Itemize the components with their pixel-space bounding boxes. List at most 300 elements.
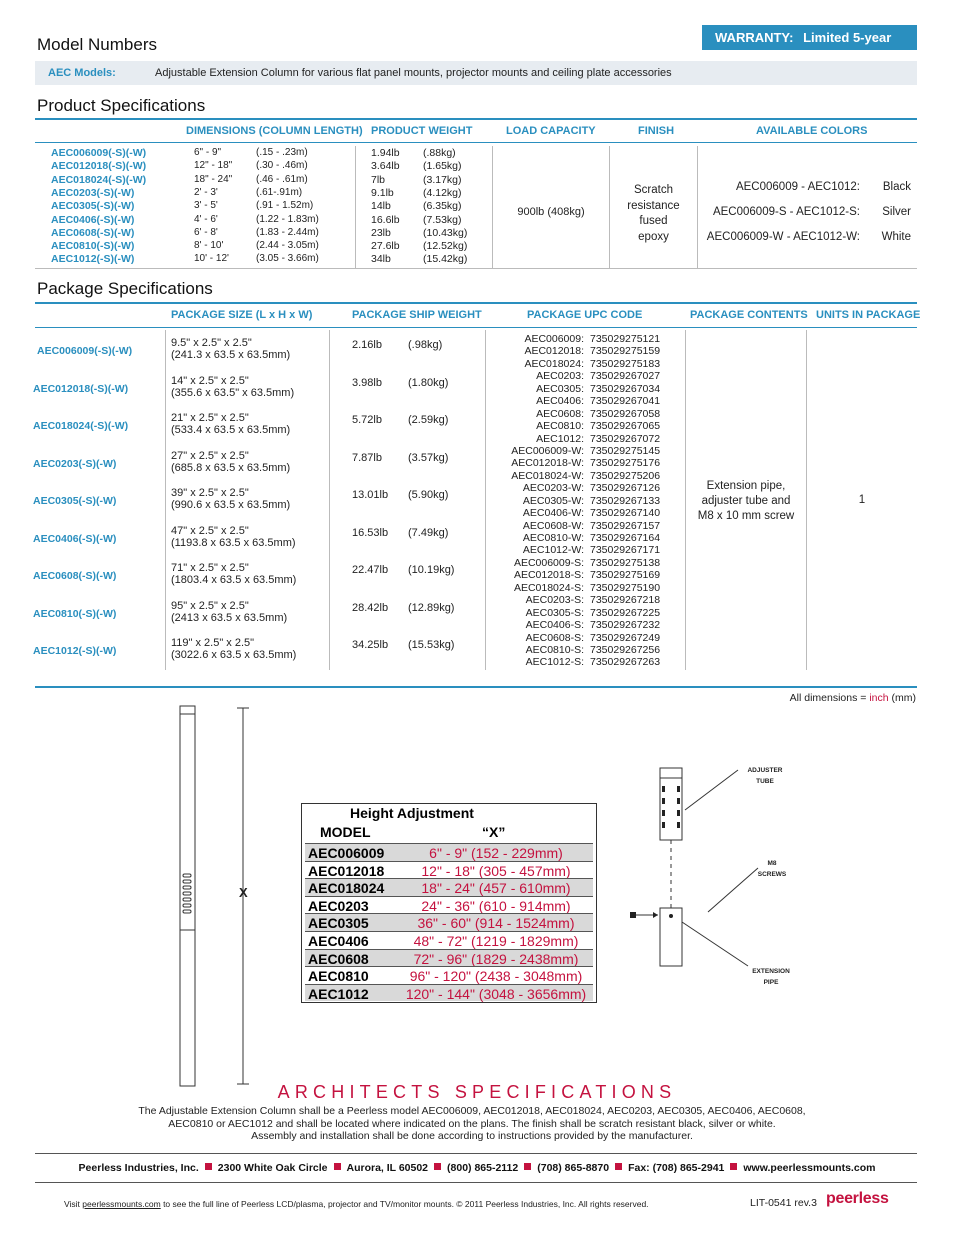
- pkg-divider-0: [165, 330, 166, 670]
- height-model: AEC006009: [308, 845, 385, 861]
- product-dim_m: (.91 - 1.52m): [256, 200, 314, 212]
- warranty-badge: [702, 25, 917, 50]
- upc-code: 735029275176: [590, 457, 661, 470]
- product-wt_kg: (15.42kg): [423, 253, 468, 266]
- dimension-x-label: X: [239, 885, 248, 900]
- upc-row: [486, 656, 684, 668]
- height-range: 24" - 36" (610 - 914mm): [421, 897, 571, 914]
- product-dim_m: (3.05 - 3.66m): [256, 253, 319, 265]
- dims-note: [790, 692, 916, 704]
- upc-row: [486, 594, 684, 606]
- finish-line: Scratch: [634, 184, 673, 196]
- upc-row: [486, 408, 684, 420]
- product-dim: 10' - 12': [194, 253, 229, 265]
- visit-prefix: Visit: [64, 1199, 83, 1209]
- upc-code: 735029267065: [590, 420, 661, 433]
- upc-code: 735029267072: [590, 432, 661, 445]
- upc-row: [486, 644, 684, 656]
- product-dim: 18" - 24": [194, 173, 233, 185]
- upc-model: AEC0406-W:: [522, 507, 584, 520]
- upc-model: AEC0810-W:: [522, 532, 584, 544]
- package-wt_kg: (5.90kg): [408, 489, 449, 501]
- upc-row: [486, 632, 684, 644]
- color-range: AEC006009-S - AEC1012-S:: [712, 206, 860, 218]
- product-wt: 7lb: [371, 173, 386, 186]
- finish-line: fused: [639, 215, 668, 227]
- label-line: TUBE: [756, 778, 774, 785]
- load-capacity: 900lb (408kg): [517, 206, 585, 218]
- screw-hole-icon: [669, 914, 673, 918]
- warranty-label: WARRANTY:: [715, 30, 794, 45]
- height-range: 36" - 60" (914 - 1524mm): [417, 915, 575, 932]
- package-size: 21" x 2.5" x 2.5": [171, 412, 249, 424]
- footer-visit: [64, 1199, 649, 1209]
- bullet-square-icon: [524, 1163, 531, 1170]
- product-dim_m: (.15 - .23m): [256, 147, 308, 158]
- package-size: 71" x 2.5" x 2.5": [171, 562, 249, 574]
- upc-row: [486, 420, 684, 432]
- height-table-row: [305, 878, 593, 896]
- architects-line: Assembly and installation shall be done according to instructions provided by the manufacturer.: [251, 1130, 693, 1143]
- m8-screw-arrow-icon: [653, 912, 658, 918]
- product-model: AEC0608(-S)(-W): [51, 226, 135, 239]
- warranty-value: Limited 5-year: [803, 30, 892, 45]
- footer-phone-2: (708) 865-8870: [537, 1162, 610, 1174]
- color-name: Silver: [882, 206, 911, 218]
- column-pipe: [180, 706, 195, 1086]
- upc-code: 735029267027: [590, 370, 661, 383]
- upc-model: AEC0406-S:: [525, 619, 584, 632]
- visit-link[interactable]: peerlessmounts.com: [82, 1199, 161, 1209]
- product-dim_m: (.30 - .46m): [256, 160, 308, 172]
- product-rule: [35, 118, 917, 120]
- package-size: 95" x 2.5" x 2.5": [171, 599, 249, 612]
- package-wt_kg: (2.59kg): [408, 414, 449, 426]
- package-size_mm: (1803.4 x 63.5 x 63.5mm): [171, 574, 297, 586]
- upc-row: [486, 619, 684, 631]
- adjuster-leader: [685, 770, 738, 810]
- units-in-package: 1: [858, 494, 866, 506]
- product-wt: 14lb: [371, 200, 391, 213]
- upc-code: 735029267171: [590, 544, 661, 557]
- upc-row: [486, 457, 684, 469]
- package-wt: 13.01lb: [352, 489, 389, 501]
- upc-code: 735029267157: [590, 519, 661, 532]
- product-dim_m: (.61-.91m): [256, 186, 303, 198]
- package-wt_kg: (.98kg): [408, 339, 443, 351]
- package-model: AEC0305(-S)(-W): [33, 495, 117, 507]
- upc-model: AEC012018-W:: [511, 457, 584, 470]
- package-size: 9.5" x 2.5" x 2.5": [171, 337, 252, 349]
- upc-code: 735029267218: [590, 594, 661, 607]
- product-header-rule: [35, 142, 917, 143]
- dims-note-mm: (mm): [888, 692, 916, 704]
- upc-code: 735029275145: [590, 444, 661, 457]
- upc-code: 735029275121: [590, 333, 661, 345]
- footer-fax: Fax: (708) 865-2941: [628, 1162, 725, 1174]
- package-contents: [686, 479, 806, 524]
- package-wt: 16.53lb: [352, 526, 389, 539]
- package-wt: 3.98lb: [352, 376, 382, 389]
- product-model: AEC0810(-S)(-W): [51, 240, 135, 253]
- height-range: 96" - 120" (2438 - 3048mm): [409, 968, 583, 985]
- package-size_mm: (990.6 x 63.5 x 63.5mm): [171, 499, 291, 511]
- package-model: AEC1012(-S)(-W): [33, 645, 117, 657]
- color-range: AEC006009-W - AEC1012-W:: [706, 231, 860, 243]
- bullet-square-icon: [434, 1163, 441, 1170]
- upc-model: AEC0203-W:: [522, 482, 584, 495]
- product-dim_m: (.46 - .61m): [256, 173, 308, 185]
- upc-code: 735029275138: [590, 556, 661, 569]
- footer-contact: [0, 1162, 954, 1174]
- product-dim: 6' - 8': [194, 226, 218, 238]
- finish-line: resistance: [627, 199, 680, 212]
- upc-row: [486, 495, 684, 507]
- product-model: AEC0305(-S)(-W): [51, 200, 135, 213]
- prod-hdr-finish: FINISH: [638, 125, 675, 137]
- architects-title: ARCHITECTS SPECIFICATIONS: [277, 1082, 677, 1102]
- height-table-row: [305, 949, 593, 967]
- product-model: AEC012018(-S)(-W): [51, 160, 147, 173]
- product-dim: 8' - 10': [194, 240, 224, 252]
- product-dim: 12" - 18": [194, 160, 233, 172]
- upc-model: AEC012018-S:: [513, 569, 584, 582]
- upc-code: 735029267133: [590, 494, 661, 507]
- product-dim_m: (1.22 - 1.83m): [256, 213, 319, 225]
- upc-code: 735029267256: [590, 643, 661, 656]
- package-rule: [35, 302, 917, 304]
- upc-row: [486, 470, 684, 482]
- package-wt: 22.47lb: [352, 564, 389, 576]
- height-table-title: Height Adjustment: [350, 805, 474, 821]
- height-model: AEC0203: [308, 897, 369, 914]
- label-line: PIPE: [763, 979, 779, 986]
- package-size_mm: (355.6 x 63.5" x 63.5mm): [171, 386, 295, 399]
- package-wt_kg: (1.80kg): [408, 376, 449, 389]
- footer-city: Aurora, IL 60502: [346, 1162, 429, 1174]
- upc-code: 735029267058: [590, 407, 661, 420]
- product-wt_kg: (3.17kg): [423, 173, 462, 186]
- upc-model: AEC0305-W:: [522, 494, 584, 507]
- package-wt_kg: (15.53kg): [408, 639, 455, 651]
- upc-code: 735029267225: [590, 606, 661, 619]
- product-model: AEC006009(-S)(-W): [51, 147, 147, 159]
- product-bottom-rule: [35, 268, 917, 269]
- height-table-row: [305, 861, 593, 879]
- product-dim: 6" - 9": [194, 147, 222, 158]
- upc-code: 735029267140: [590, 507, 661, 520]
- product-wt_kg: (.88kg): [423, 147, 456, 159]
- finish-text: [610, 183, 697, 245]
- package-wt: 28.42lb: [352, 601, 389, 614]
- height-table-col-x: “X”: [482, 824, 506, 840]
- prod-hdr-load: LOAD CAPACITY: [506, 125, 596, 137]
- contents-line: adjuster tube and: [701, 495, 791, 507]
- package-size: 27" x 2.5" x 2.5": [171, 449, 249, 462]
- upc-model: AEC0203:: [536, 370, 584, 383]
- upc-code: 735029275159: [590, 345, 661, 358]
- prod-divider-1: [355, 146, 356, 268]
- product-model: AEC0406(-S)(-W): [51, 213, 135, 226]
- package-model: AEC0406(-S)(-W): [33, 532, 117, 545]
- aec-models-label: AEC Models:: [48, 67, 116, 79]
- package-model: AEC012018(-S)(-W): [33, 382, 129, 395]
- upc-code: 735029267034: [590, 382, 661, 395]
- upc-row: [486, 345, 684, 357]
- package-size_mm: (685.8 x 63.5 x 63.5mm): [171, 461, 291, 474]
- upc-list: [486, 333, 684, 669]
- upc-row: [486, 507, 684, 519]
- package-size: 14" x 2.5" x 2.5": [171, 374, 249, 387]
- product-wt: 3.64lb: [371, 160, 400, 173]
- footer-street: 2300 White Oak Circle: [217, 1162, 328, 1174]
- product-wt_kg: (1.65kg): [423, 160, 462, 173]
- product-wt: 16.6lb: [371, 213, 400, 226]
- finish-line: epoxy: [638, 230, 669, 243]
- height-model: AEC0305: [308, 915, 369, 932]
- package-spec-title: Package Specifications: [37, 279, 213, 298]
- bullet-square-icon: [730, 1163, 737, 1170]
- footer-rule-top: [35, 1153, 917, 1154]
- height-table-row: [305, 913, 593, 931]
- package-wt_kg: (3.57kg): [408, 451, 449, 464]
- height-model: AEC0608: [308, 950, 369, 967]
- label-line: ADJUSTER: [747, 767, 783, 774]
- m8-screw-head-icon: [630, 912, 636, 918]
- available-colors: [700, 181, 915, 256]
- pkg-hdr-upc: PACKAGE UPC CODE: [527, 309, 643, 321]
- adjuster-cap: [660, 768, 682, 778]
- package-size_mm: (1193.8 x 63.5 x 63.5mm): [171, 536, 296, 549]
- upc-model: AEC0608-W:: [522, 519, 584, 532]
- prod-divider-4: [697, 146, 698, 268]
- footer-company: Peerless Industries, Inc.: [78, 1162, 199, 1174]
- contents-line: Extension pipe,: [706, 480, 786, 492]
- upc-row: [486, 607, 684, 619]
- package-wt_kg: (12.89kg): [408, 601, 455, 614]
- dims-note-inch: inch: [869, 692, 889, 704]
- pkg-hdr-weight: PACKAGE SHIP WEIGHT: [352, 309, 482, 321]
- upc-model: AEC1012-S:: [525, 656, 584, 669]
- upc-model: AEC006009-S:: [513, 556, 584, 569]
- package-model: AEC0203(-S)(-W): [33, 457, 117, 470]
- height-model: AEC1012: [308, 985, 369, 1002]
- package-size_mm: (533.4 x 63.5 x 63.5mm): [171, 424, 291, 436]
- package-size_mm: (2413 x 63.5 x 63.5mm): [171, 611, 288, 624]
- upc-row: [486, 520, 684, 532]
- product-wt: 34lb: [371, 253, 391, 266]
- product-dim_m: (1.83 - 2.44m): [256, 226, 319, 238]
- bullet-square-icon: [205, 1163, 212, 1170]
- dims-rule: [35, 686, 917, 688]
- m8-leader: [708, 868, 758, 912]
- package-wt: 7.87lb: [352, 451, 382, 464]
- bullet-square-icon: [615, 1163, 622, 1170]
- package-size_mm: (3022.6 x 63.5 x 63.5mm): [171, 649, 297, 661]
- label-line: EXTENSION: [752, 968, 790, 975]
- upc-row: [486, 333, 684, 345]
- upc-model: AEC0305-S:: [525, 606, 584, 619]
- m8-screws-label: [752, 858, 792, 880]
- visit-suffix: to see the full line of Peerless LCD/plasma, projector and TV/monitor mounts. © 2011 Peerless Industries, Inc. All rights reserved.: [160, 1199, 649, 1209]
- architects-text: [0, 1105, 944, 1143]
- upc-row: [486, 582, 684, 594]
- product-dim: 4' - 6': [194, 213, 218, 225]
- aec-models-band: [35, 61, 917, 85]
- product-wt_kg: (7.53kg): [423, 213, 462, 226]
- upc-model: AEC1012-W:: [522, 544, 584, 557]
- upc-model: AEC018024:: [524, 357, 584, 370]
- package-header-rule: [35, 327, 917, 328]
- upc-row: [486, 532, 684, 544]
- upc-model: AEC0305:: [536, 382, 584, 395]
- height-table-row: [305, 931, 593, 949]
- column-diagram: [160, 700, 270, 1095]
- upc-code: 735029275206: [590, 469, 661, 482]
- upc-model: AEC0810-S:: [525, 643, 584, 656]
- pkg-hdr-size: PACKAGE SIZE (L x H x W): [171, 309, 313, 321]
- height-table-row: [305, 896, 593, 914]
- color-name: Black: [882, 181, 911, 193]
- prod-hdr-colors: AVAILABLE COLORS: [756, 125, 868, 137]
- prod-hdr-weight: PRODUCT WEIGHT: [371, 125, 473, 137]
- upc-model: AEC0608:: [536, 407, 584, 420]
- package-wt: 5.72lb: [352, 414, 382, 426]
- aec-models-desc: Adjustable Extension Column for various flat panel mounts, projector mounts and ceiling plate accessories: [155, 67, 672, 79]
- height-table-row: [305, 966, 593, 984]
- upc-model: AEC006009:: [524, 333, 584, 345]
- package-model: AEC0608(-S)(-W): [33, 570, 117, 582]
- upc-model: AEC0406:: [536, 395, 584, 408]
- upc-row: [486, 358, 684, 370]
- package-wt_kg: (10.19kg): [408, 564, 455, 576]
- peerless-logo: peerless: [826, 1190, 889, 1207]
- height-model: AEC0406: [308, 933, 369, 949]
- pkg-hdr-contents: PACKAGE CONTENTS: [690, 309, 808, 321]
- upc-code: 735029267041: [590, 395, 661, 408]
- height-model: AEC018024: [308, 880, 385, 897]
- product-wt: 9.1lb: [371, 186, 394, 199]
- product-model: AEC0203(-S)(-W): [51, 186, 135, 199]
- product-wt_kg: (4.12kg): [423, 186, 462, 199]
- package-wt: 2.16lb: [352, 339, 382, 351]
- prod-hdr-dimensions: DIMENSIONS (COLUMN LENGTH): [186, 125, 363, 137]
- height-model: AEC0810: [308, 968, 369, 985]
- upc-model: AEC0810:: [536, 420, 584, 433]
- adjuster-tube-label: [740, 765, 790, 787]
- upc-row: [486, 370, 684, 382]
- lit-number: LIT-0541 rev.3: [750, 1197, 817, 1209]
- model-numbers-title: Model Numbers: [37, 35, 157, 54]
- upc-code: 735029267232: [590, 619, 661, 632]
- label-line: M8: [767, 860, 777, 867]
- upc-code: 735029267249: [590, 631, 661, 644]
- height-adjustment-table: [301, 803, 597, 1003]
- color-range: AEC006009 - AEC1012:: [735, 181, 860, 193]
- package-model: AEC0810(-S)(-W): [33, 607, 117, 620]
- upc-model: AEC018024-W:: [511, 469, 584, 482]
- upc-row: [486, 383, 684, 395]
- product-model: AEC1012(-S)(-W): [51, 253, 135, 266]
- pkg-divider-1: [329, 330, 330, 670]
- upc-row: [486, 482, 684, 494]
- package-wt_kg: (7.49kg): [408, 526, 449, 539]
- product-wt: 1.94lb: [371, 147, 400, 159]
- upc-code: 735029275183: [590, 357, 661, 370]
- height-table-row: [305, 843, 593, 861]
- upc-code: 735029267126: [590, 482, 661, 495]
- footer-website[interactable]: www.peerlessmounts.com: [743, 1162, 876, 1174]
- upc-row: [486, 445, 684, 457]
- package-size: 119" x 2.5" x 2.5": [171, 637, 255, 649]
- height-range: 120" - 144" (3048 - 3656mm): [405, 985, 587, 1002]
- package-wt: 34.25lb: [352, 639, 389, 651]
- height-range: 12" - 18" (305 - 457mm): [421, 862, 571, 879]
- height-table-row: [305, 984, 593, 1002]
- architects-line: The Adjustable Extension Column shall be a Peerless model AEC006009, AEC012018, AEC018024, AEC0203, AEC0305, AEC0406, AEC0608,: [138, 1105, 806, 1117]
- height-range: 6" - 9" (152 - 229mm): [429, 845, 563, 861]
- upc-model: AEC012018:: [524, 345, 584, 358]
- dims-note-prefix: All dimensions =: [789, 692, 870, 704]
- upc-code: 735029267263: [590, 656, 661, 669]
- package-size: 39" x 2.5" x 2.5": [171, 487, 249, 499]
- label-line: SCREWS: [757, 871, 787, 878]
- color-name: White: [881, 231, 911, 243]
- product-wt_kg: (12.52kg): [423, 240, 468, 253]
- package-model: AEC006009(-S)(-W): [37, 345, 133, 357]
- pkg-hdr-units: UNITS IN PACKAGE: [816, 309, 921, 321]
- upc-model: AEC1012:: [536, 432, 584, 445]
- upc-code: 735029275190: [590, 581, 661, 594]
- upc-model: AEC0203-S:: [525, 594, 584, 607]
- bullet-square-icon: [334, 1163, 341, 1170]
- footer-phone-1: (800) 865-2112: [447, 1162, 519, 1174]
- package-model: AEC018024(-S)(-W): [33, 420, 129, 432]
- height-range: 18" - 24" (457 - 610mm): [421, 880, 571, 897]
- upc-row: [486, 395, 684, 407]
- product-wt: 23lb: [371, 226, 391, 239]
- package-size_mm: (241.3 x 63.5 x 63.5mm): [171, 349, 291, 361]
- extension-pipe-label: [746, 966, 796, 988]
- architects-line: AEC0810 or AEC1012 and shall be located where indicated on the plans. The finish shall be scratch resistant black, silver or white.: [168, 1117, 776, 1130]
- upc-row: [486, 557, 684, 569]
- upc-code: 735029267164: [590, 532, 661, 544]
- product-wt_kg: (6.35kg): [423, 200, 462, 213]
- package-size: 47" x 2.5" x 2.5": [171, 524, 249, 537]
- footer-rule-bottom: [35, 1182, 917, 1183]
- upc-model: AEC006009-W:: [511, 444, 584, 457]
- height-table-col-model: MODEL: [320, 824, 371, 840]
- upc-row: [486, 569, 684, 581]
- contents-line: M8 x 10 mm screw: [697, 510, 795, 522]
- height-model: AEC012018: [308, 862, 385, 879]
- height-range: 48" - 72" (1219 - 1829mm): [413, 933, 579, 949]
- product-spec-title: Product Specifications: [37, 96, 206, 115]
- upc-row: [486, 544, 684, 556]
- product-wt_kg: (10.43kg): [423, 226, 468, 239]
- upc-code: 735029275169: [590, 569, 661, 582]
- height-range: 72" - 96" (1829 - 2438mm): [413, 950, 579, 967]
- product-dim: 3' - 5': [194, 200, 218, 212]
- upc-model: AEC018024-S:: [513, 581, 584, 594]
- upc-model: AEC0608-S:: [525, 631, 584, 644]
- product-wt: 27.6lb: [371, 240, 400, 253]
- product-dim_m: (2.44 - 3.05m): [256, 240, 319, 252]
- upc-row: [486, 433, 684, 445]
- product-dim: 2' - 3': [194, 186, 218, 198]
- extension-leader: [682, 922, 748, 966]
- product-model: AEC018024(-S)(-W): [51, 173, 147, 186]
